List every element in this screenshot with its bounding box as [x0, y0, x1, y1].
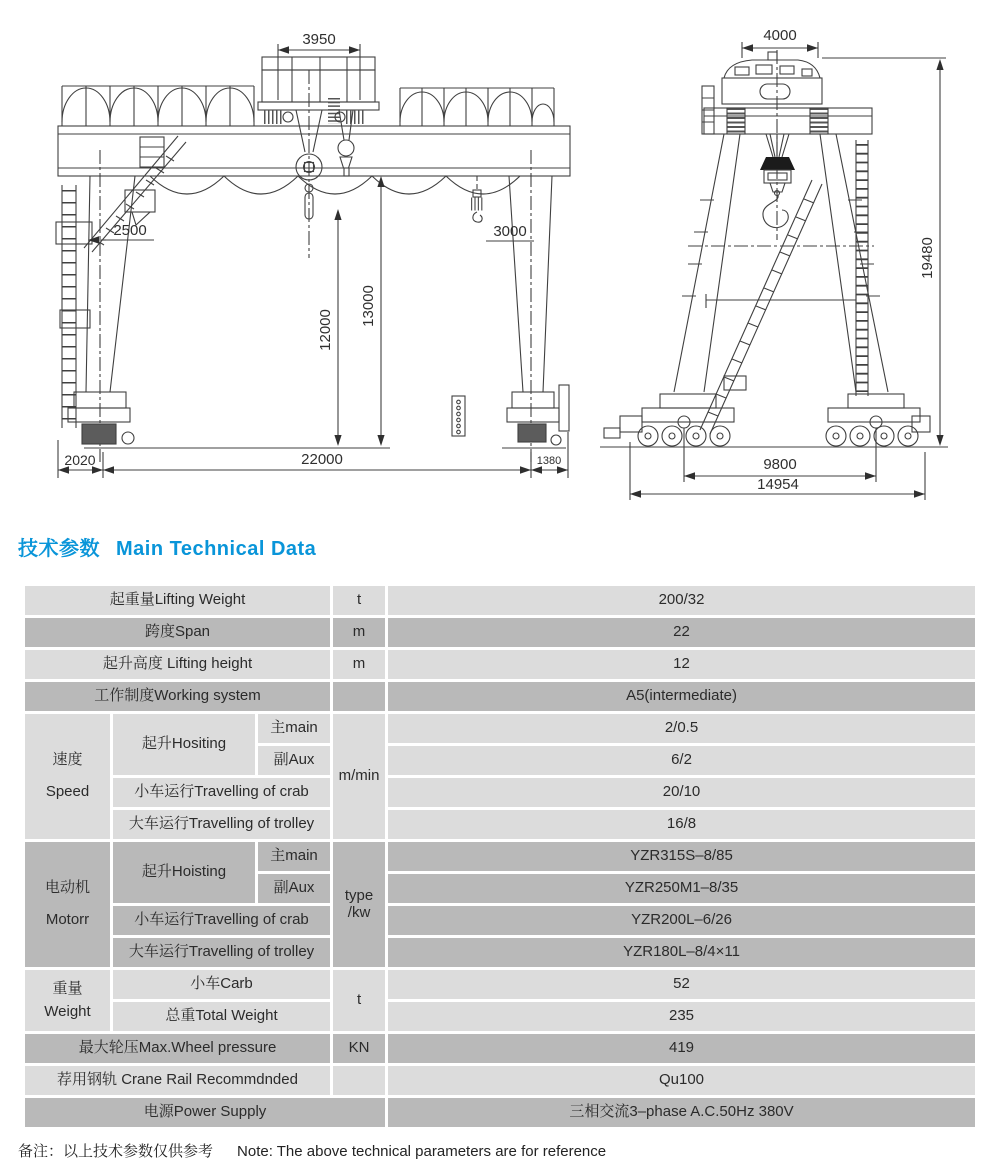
cell-lifting-height-label: 起升高度 Lifting height	[24, 649, 332, 681]
section-title-zh: 技术参数	[18, 538, 100, 560]
table-row	[24, 1033, 977, 1065]
crane-drawings-svg	[0, 0, 1000, 525]
cell-lifting-height-unit: m	[332, 649, 387, 681]
side-ladder	[856, 140, 868, 396]
cell-motor-aux-value: YZR250M1–8/35	[387, 873, 977, 905]
side-view-drawing	[600, 42, 948, 500]
motor-unit-line2: /kw	[347, 903, 371, 921]
cell-lifting-weight-label: 起重量Lifting Weight	[24, 585, 332, 617]
cell-speed-crab-label: 小车运行Travelling of crab	[112, 777, 332, 809]
cell-span-unit: m	[332, 617, 387, 649]
table-row	[24, 1001, 977, 1033]
cell-span-label: 跨度Span	[24, 617, 332, 649]
cell-weight-total-label: 总重Total Weight	[112, 1001, 332, 1033]
cell-power-supply-label: 电源Power Supply	[24, 1097, 387, 1129]
technical-data-table	[22, 583, 978, 1130]
cell-crane-rail-value: Qu100	[387, 1065, 977, 1097]
front-ground-hook-block	[452, 396, 465, 436]
cell-motor-main-label: 主main	[257, 841, 332, 873]
cell-weight-crab-value: 52	[387, 969, 977, 1001]
cell-motor-group	[24, 841, 112, 969]
side-bogies	[604, 394, 930, 446]
speed-group-en: Speed	[45, 783, 90, 800]
cell-weight-crab-label: 小车Carb	[112, 969, 332, 1001]
front-dim-3950	[278, 44, 360, 100]
table-row	[24, 713, 977, 745]
footer-note	[18, 1140, 606, 1161]
cell-speed-main-label: 主main	[257, 713, 332, 745]
cell-power-supply-value: 三相交流3–phase A.C.50Hz 380V	[387, 1097, 977, 1129]
dim-text-2020: 2020	[64, 452, 96, 468]
cell-speed-aux-label: 副Aux	[257, 745, 332, 777]
cell-motor-hoisting-label: 起升Hoisting	[112, 841, 257, 905]
table-row	[24, 1065, 977, 1097]
cell-lifting-height-value: 12	[387, 649, 977, 681]
cell-wheel-pressure-label: 最大轮压Max.Wheel pressure	[24, 1033, 332, 1065]
cell-crane-rail-label: 荐用钢轨 Crane Rail Recommdnded	[24, 1065, 332, 1097]
motor-unit-line1: type	[344, 886, 374, 904]
side-trolley	[722, 52, 822, 104]
cell-speed-aux-value: 6/2	[387, 745, 977, 777]
table-row	[24, 649, 977, 681]
dim-text-13000: 13000	[360, 285, 377, 327]
table-row	[24, 841, 977, 873]
cell-speed-crab-value: 20/10	[387, 777, 977, 809]
cell-crane-rail-unit	[332, 1065, 387, 1097]
cell-motor-unit	[332, 841, 387, 969]
cell-working-system-label: 工作制度Working system	[24, 681, 332, 713]
cell-speed-trolley-value: 16/8	[387, 809, 977, 841]
dim-text-4000: 4000	[763, 27, 797, 44]
dim-text-1380: 1380	[536, 455, 562, 467]
table-row	[24, 937, 977, 969]
dim-text-2500: 2500	[113, 222, 147, 239]
front-right-leg	[507, 150, 569, 462]
footer-note-zh: 备注：以上技术参数仅供参考	[18, 1143, 214, 1160]
table-row	[24, 681, 977, 713]
motor-group-en: Motorr	[45, 911, 90, 928]
crane-drawings	[0, 0, 1000, 525]
section-title	[18, 532, 316, 561]
dim-text-22000: 22000	[301, 451, 343, 468]
side-stairs	[700, 180, 822, 434]
dim-text-9800: 9800	[763, 456, 797, 473]
front-right-hook	[471, 176, 483, 222]
cell-motor-trolley-value: YZR180L–8/4×11	[387, 937, 977, 969]
cell-weight-total-value: 235	[387, 1001, 977, 1033]
cell-motor-aux-label: 副Aux	[257, 873, 332, 905]
cell-motor-main-value: YZR315S–8/85	[387, 841, 977, 873]
table-row	[24, 585, 977, 617]
front-dim-12000	[334, 209, 341, 446]
table-row	[24, 905, 977, 937]
table-row	[24, 777, 977, 809]
cell-speed-main-value: 2/0.5	[387, 713, 977, 745]
front-trolley	[258, 57, 379, 124]
front-view-drawing	[56, 44, 570, 478]
front-main-hook	[296, 70, 322, 258]
dim-text-14954: 14954	[757, 476, 799, 493]
cell-lifting-weight-unit: t	[332, 585, 387, 617]
cell-speed-group	[24, 713, 112, 841]
cell-working-system-value: A5(intermediate)	[387, 681, 977, 713]
table-row	[24, 617, 977, 649]
dim-text-3950: 3950	[302, 31, 336, 48]
cell-motor-crab-value: YZR200L–6/26	[387, 905, 977, 937]
dim-text-19480: 19480	[919, 237, 936, 279]
cell-speed-trolley-label: 大车运行Travelling of trolley	[112, 809, 332, 841]
cell-weight-unit: t	[332, 969, 387, 1033]
cell-motor-crab-label: 小车运行Travelling of crab	[112, 905, 332, 937]
speed-group-zh: 速度	[52, 751, 83, 769]
cell-wheel-pressure-value: 419	[387, 1033, 977, 1065]
cell-lifting-weight-value: 200/32	[387, 585, 977, 617]
cell-speed-unit: m/min	[332, 713, 387, 841]
table-row	[24, 1097, 977, 1129]
cell-weight-group	[24, 969, 112, 1033]
cell-speed-hoisting-label: 起升Hositing	[112, 713, 257, 777]
front-dim-13000	[377, 176, 384, 446]
cell-span-value: 22	[387, 617, 977, 649]
motor-group-zh: 电动机	[44, 879, 90, 897]
weight-group-zh: 重量	[52, 979, 83, 997]
side-dim-4000	[742, 42, 818, 58]
section-title-en: Main Technical Data	[116, 538, 317, 560]
dim-text-12000: 12000	[317, 309, 334, 351]
cell-working-system-unit	[332, 681, 387, 713]
cell-wheel-pressure-unit: KN	[332, 1033, 387, 1065]
side-dim-9800	[684, 428, 876, 482]
footer-note-en: Note: The above technical parameters are for reference	[237, 1143, 607, 1160]
table-row	[24, 969, 977, 1001]
weight-group-en: Weight	[44, 1002, 91, 1020]
front-left-leg	[56, 150, 135, 462]
dim-text-3000: 3000	[493, 223, 527, 240]
table-row	[24, 809, 977, 841]
cell-motor-trolley-label: 大车运行Travelling of trolley	[112, 937, 332, 969]
